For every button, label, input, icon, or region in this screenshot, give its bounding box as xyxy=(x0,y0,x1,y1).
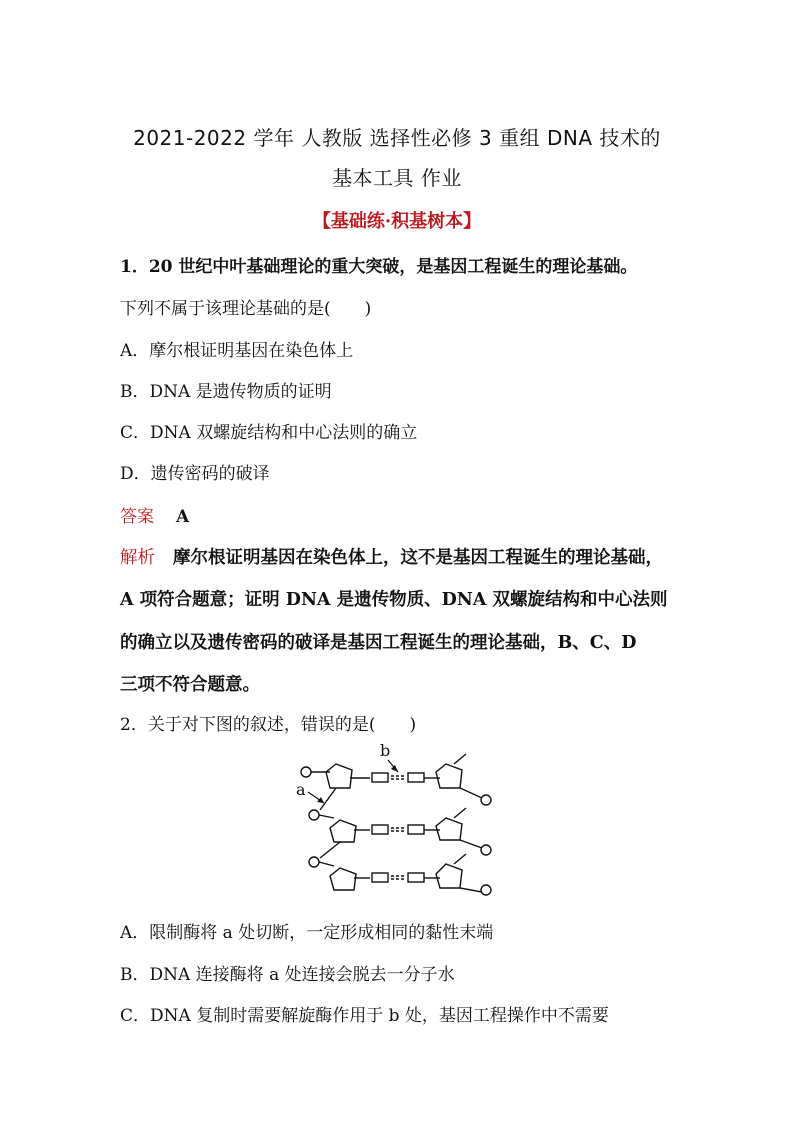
label-b: b xyxy=(380,741,391,760)
q2-option-a: A．限制酶将 a 处切断，一定形成相同的黏性末端 xyxy=(120,923,494,943)
doc-title-line2: 基本工具 作业 xyxy=(332,166,462,190)
doc-title-line1: 2021-2022 学年 人教版 选择性必修 3 重组 DNA 技术的 xyxy=(133,126,661,150)
q1-explanation-line2: A 项符合题意；证明 DNA 是遗传物质、DNA 双螺旋结构和中心法则 xyxy=(120,590,668,610)
q1-option-c: C．DNA 双螺旋结构和中心法则的确立 xyxy=(120,423,418,443)
explanation-text-1: 摩尔根证明基因在染色体上，这不是基因工程诞生的理论基础， xyxy=(173,548,663,568)
answer-label: 答案 xyxy=(120,507,154,527)
q2-option-c: C．DNA 复制时需要解旋酶作用于 b 处，基因工程操作中不需要 xyxy=(120,1006,609,1026)
explanation-label: 解析 xyxy=(120,548,155,568)
answer-value: A xyxy=(176,507,190,527)
q1-option-b: B．DNA 是遗传物质的证明 xyxy=(120,382,332,402)
q1-option-d: D．遗传密码的破译 xyxy=(120,464,270,484)
dna-strand-figure xyxy=(290,740,510,905)
q1-answer xyxy=(120,502,189,527)
q1-option-a: A．摩尔根证明基因在染色体上 xyxy=(120,341,354,361)
q2-stem: 2．关于对下图的叙述，错误的是( ) xyxy=(120,715,417,735)
q1-stem-line2: 下列不属于该理论基础的是( ) xyxy=(120,299,372,319)
q1-explanation-line4: 三项不符合题意。 xyxy=(120,675,260,695)
q1-stem-line1: 1．20 世纪中叶基础理论的重大突破，是基因工程诞生的理论基础。 xyxy=(120,257,638,277)
q1-explanation-line3: 的确立以及遗传密码的破译是基因工程诞生的理论基础，B、C、D xyxy=(120,633,637,653)
q2-option-b: B．DNA 连接酶将 a 处连接会脱去一分子水 xyxy=(120,965,455,985)
label-a: a xyxy=(296,780,306,799)
q1-explanation-line1 xyxy=(120,544,663,569)
section-header: 【基础练·积基树本】 xyxy=(312,211,482,232)
